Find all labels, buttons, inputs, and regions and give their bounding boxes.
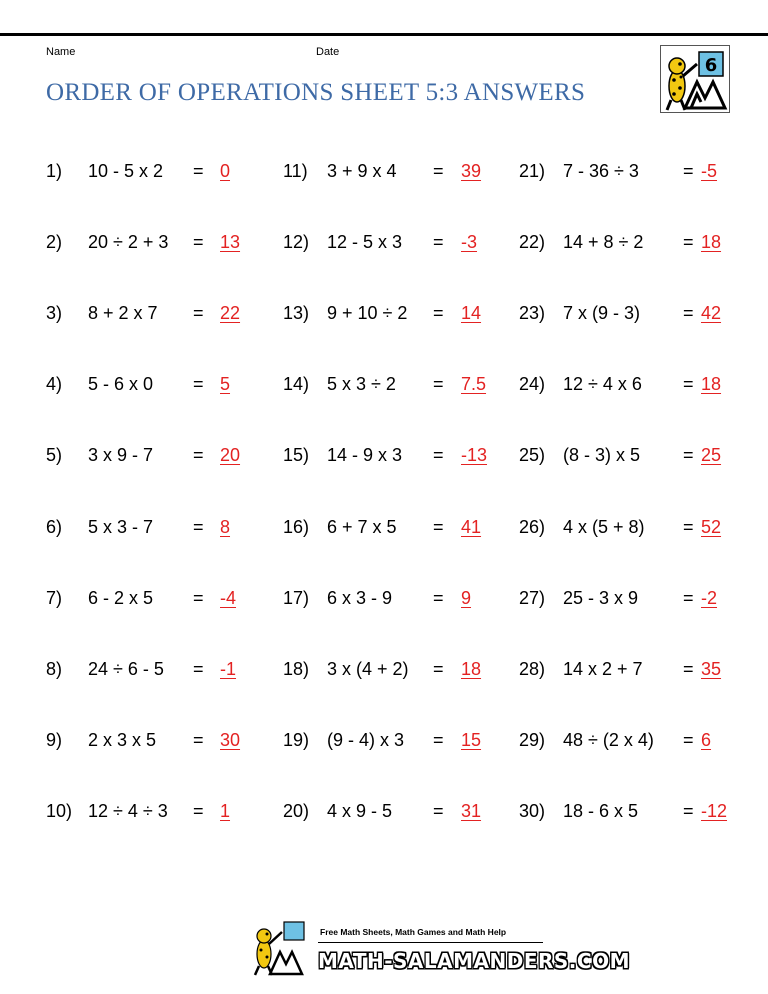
name-label: Name (46, 46, 76, 58)
problem-answer: -12 (701, 800, 728, 821)
problem-answer: -4 (220, 587, 237, 608)
salamander-footer-logo-icon (250, 918, 316, 976)
problem-row (0, 725, 768, 755)
problem-number: 29) (519, 729, 546, 750)
page-title: ORDER OF OPERATIONS SHEET 5:3 ANSWERS (46, 79, 586, 106)
problem-expression: 6 - 2 x 5 (88, 587, 154, 608)
problem-expression: 2 x 3 x 5 (88, 729, 157, 750)
problem-number: 4) (46, 374, 63, 395)
problem-answer: -2 (701, 587, 718, 608)
problem-number: 19) (283, 729, 310, 750)
problem-number: 30) (519, 800, 546, 821)
svg-text:6: 6 (704, 55, 718, 76)
equals-sign: = (193, 658, 204, 679)
equals-sign: = (433, 445, 444, 466)
problem-expression: (9 - 4) x 3 (327, 729, 405, 750)
problem-answer: 18 (461, 658, 482, 679)
problem-expression: 5 - 6 x 0 (88, 374, 154, 395)
problem-number: 24) (519, 374, 546, 395)
equals-sign: = (683, 658, 694, 679)
problem-answer: 41 (461, 516, 482, 537)
problem-row (0, 156, 768, 186)
equals-sign: = (433, 587, 444, 608)
equals-sign: = (683, 303, 694, 324)
problem-number: 22) (519, 232, 546, 253)
problem-expression: 10 - 5 x 2 (88, 161, 164, 181)
problem-answer: 7.5 (461, 374, 487, 395)
problem-answer: -1 (220, 658, 237, 679)
problem-answer: 25 (701, 445, 722, 466)
problem-expression: 8 + 2 x 7 (88, 303, 158, 324)
problem-answer: 52 (701, 516, 722, 537)
problem-number: 23) (519, 303, 546, 324)
problem-answer: 35 (701, 658, 722, 679)
problem-number: 13) (283, 303, 310, 324)
problem-answer: 39 (461, 161, 482, 181)
equals-sign: = (193, 161, 204, 181)
problem-row (0, 512, 768, 542)
problem-number: 25) (519, 445, 546, 466)
problem-number: 8) (46, 658, 63, 679)
problem-expression: 25 - 3 x 9 (563, 587, 639, 608)
problem-answer: 20 (220, 445, 241, 466)
problem-number: 11) (283, 161, 308, 181)
problem-answer: -3 (461, 232, 478, 253)
problem-answer: 18 (701, 374, 722, 395)
problem-expression: 12 - 5 x 3 (327, 232, 403, 253)
footer-rule (318, 942, 543, 943)
equals-sign: = (433, 303, 444, 324)
problem-expression: 18 - 6 x 5 (563, 800, 639, 821)
problem-answer: 30 (220, 729, 241, 750)
problem-number: 1) (46, 161, 63, 181)
problem-number: 3) (46, 303, 63, 324)
problem-answer: 31 (461, 800, 482, 821)
equals-sign: = (683, 374, 694, 395)
equals-sign: = (193, 445, 204, 466)
problem-expression: 5 x 3 - 7 (88, 516, 154, 537)
problem-answer: 18 (701, 232, 722, 253)
problem-expression: 24 ÷ 6 - 5 (88, 658, 164, 679)
problem-expression: 9 + 10 ÷ 2 (327, 303, 408, 324)
problem-answer: 22 (220, 303, 241, 324)
problem-number: 14) (283, 374, 310, 395)
problem-expression: 6 x 3 - 9 (327, 587, 393, 608)
equals-sign: = (193, 232, 204, 253)
problem-number: 18) (283, 658, 310, 679)
footer-brand-text: MATH-SALAMANDERS.COM (318, 949, 630, 973)
problem-number: 26) (519, 516, 546, 537)
problem-number: 6) (46, 516, 63, 537)
problem-answer: 1 (220, 800, 231, 821)
equals-sign: = (683, 161, 694, 181)
equals-sign: = (683, 800, 694, 821)
equals-sign: = (193, 587, 204, 608)
problem-expression: 14 x 2 + 7 (563, 658, 643, 679)
problem-expression: 12 ÷ 4 ÷ 3 (88, 800, 168, 821)
footer-tagline: Free Math Sheets, Math Games and Math Help (320, 927, 507, 937)
equals-sign: = (433, 161, 444, 181)
problem-row (0, 583, 768, 613)
problem-number: 7) (46, 587, 63, 608)
problem-number: 27) (519, 587, 546, 608)
problem-expression: 14 + 8 ÷ 2 (563, 232, 644, 253)
problem-row (0, 440, 768, 470)
problem-answer: -5 (701, 161, 718, 181)
equals-sign: = (433, 658, 444, 679)
problem-number: 21) (519, 161, 546, 181)
problem-expression: 20 ÷ 2 + 3 (88, 232, 169, 253)
equals-sign: = (683, 445, 694, 466)
problem-number: 15) (283, 445, 310, 466)
problem-row (0, 227, 768, 257)
problem-expression: (8 - 3) x 5 (563, 445, 641, 466)
problem-expression: 6 + 7 x 5 (327, 516, 397, 537)
equals-sign: = (433, 374, 444, 395)
problem-expression: 4 x 9 - 5 (327, 800, 393, 821)
problem-expression: 5 x 3 ÷ 2 (327, 374, 396, 395)
equals-sign: = (433, 800, 444, 821)
problem-expression: 14 - 9 x 3 (327, 445, 403, 466)
problem-expression: 48 ÷ (2 x 4) (563, 729, 654, 750)
equals-sign: = (193, 516, 204, 537)
problem-number: 5) (46, 445, 63, 466)
problem-number: 17) (283, 587, 310, 608)
equals-sign: = (193, 800, 204, 821)
date-label: Date (316, 46, 340, 58)
problem-expression: 3 + 9 x 4 (327, 161, 397, 181)
problem-number: 16) (283, 516, 310, 537)
problem-expression: 3 x (4 + 2) (327, 658, 409, 679)
footer-brand-block (248, 918, 630, 976)
problem-answer: 13 (220, 232, 241, 253)
equals-sign: = (193, 374, 204, 395)
equals-sign: = (193, 303, 204, 324)
problem-number: 28) (519, 658, 546, 679)
equals-sign: = (433, 232, 444, 253)
equals-sign: = (193, 729, 204, 750)
problem-answer: 15 (461, 729, 482, 750)
equals-sign: = (433, 516, 444, 537)
problem-expression: 3 x 9 - 7 (88, 445, 154, 466)
problem-answer: 9 (461, 587, 472, 608)
problem-number: 9) (46, 729, 63, 750)
problem-answer: 14 (461, 303, 482, 324)
problem-answer: 6 (701, 729, 712, 750)
equals-sign: = (683, 232, 694, 253)
problem-expression: 4 x (5 + 8) (563, 516, 645, 537)
equals-sign: = (683, 516, 694, 537)
problem-row (0, 654, 768, 684)
problem-number: 12) (283, 232, 310, 253)
problem-number: 20) (283, 800, 310, 821)
equals-sign: = (683, 587, 694, 608)
problem-answer: 5 (220, 374, 231, 395)
problem-answer: 42 (701, 303, 722, 324)
problem-row (0, 369, 768, 399)
problem-expression: 7 - 36 ÷ 3 (563, 161, 639, 181)
equals-sign: = (433, 729, 444, 750)
problem-row (0, 298, 768, 328)
problem-expression: 7 x (9 - 3) (563, 303, 641, 324)
problem-answer: -13 (461, 445, 488, 466)
problem-expression: 12 ÷ 4 x 6 (563, 374, 642, 395)
equals-sign: = (683, 729, 694, 750)
problem-number: 2) (46, 232, 63, 253)
problem-answer: 0 (220, 161, 231, 181)
problem-row (0, 796, 768, 826)
problem-number: 10) (46, 800, 73, 821)
problem-answer: 8 (220, 516, 231, 537)
